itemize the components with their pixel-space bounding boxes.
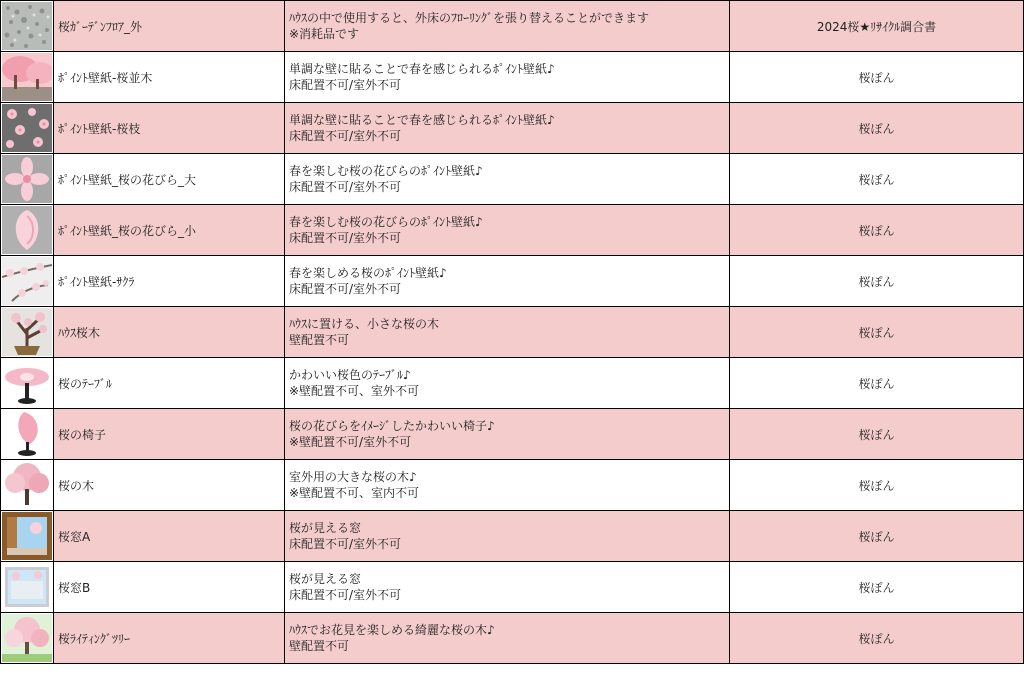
- description-line: 桜の花びらをｲﾒｰｼﾞしたかわいい椅子♪: [289, 419, 495, 433]
- item-source: 2024桜★ﾘｻｲｸﾙ調合書: [730, 1, 1024, 51]
- description-note: ※壁配置不可、室外不可: [289, 384, 420, 398]
- item-source: 桜ぽん: [730, 154, 1024, 204]
- description-note: 床配置不可/室外不可: [289, 129, 402, 143]
- table-row: [0, 256, 1024, 307]
- description-note: 壁配置不可: [289, 333, 350, 347]
- item-name: 桜の椅子: [54, 409, 285, 459]
- item-thumbnail: [0, 205, 54, 255]
- item-name: ﾎﾟｲﾝﾄ壁紙-桜並木: [54, 52, 285, 102]
- item-description: [285, 511, 730, 561]
- table-row: [0, 154, 1024, 205]
- description-line: ﾊｳｽに置ける、小さな桜の木: [289, 317, 440, 331]
- item-name: ﾎﾟｲﾝﾄ壁紙-ｻｸﾗ: [54, 256, 285, 306]
- description-line: 桜が見える窓: [289, 521, 362, 535]
- item-name: ﾎﾟｲﾝﾄ壁紙_桜の花びら_小: [54, 205, 285, 255]
- description-line: 春を楽しめる桜のﾎﾟｲﾝﾄ壁紙♪: [289, 266, 447, 280]
- item-thumbnail: [0, 409, 54, 459]
- table-row: [0, 409, 1024, 460]
- item-name: ﾊｳｽ桜木: [54, 307, 285, 357]
- description-line: 室外用の大きな桜の木♪: [289, 470, 417, 484]
- description-note: 床配置不可/室外不可: [289, 78, 402, 92]
- description-line: 春を楽しむ桜の花びらのﾎﾟｲﾝﾄ壁紙♪: [289, 164, 483, 178]
- table-row: [0, 307, 1024, 358]
- item-description: [285, 358, 730, 408]
- item-source: 桜ぽん: [730, 409, 1024, 459]
- item-description: [285, 103, 730, 153]
- item-source: 桜ぽん: [730, 52, 1024, 102]
- item-description: [285, 256, 730, 306]
- cherry-avenue-wallpaper-icon: [2, 53, 52, 101]
- small-petal-wallpaper-icon: [2, 206, 52, 254]
- item-description: [285, 154, 730, 204]
- item-description: [285, 562, 730, 612]
- item-name: 桜ﾗｲﾃｨﾝｸﾞﾂﾘｰ: [54, 613, 285, 663]
- item-name: 桜窓A: [54, 511, 285, 561]
- item-name: ﾎﾟｲﾝﾄ壁紙-桜枝: [54, 103, 285, 153]
- item-source: 桜ぽん: [730, 307, 1024, 357]
- cherry-window-a-icon: [2, 512, 52, 560]
- item-thumbnail: [0, 103, 54, 153]
- item-description: [285, 307, 730, 357]
- description-line: 春を楽しむ桜の花びらのﾎﾟｲﾝﾄ壁紙♪: [289, 215, 483, 229]
- item-thumbnail: [0, 154, 54, 204]
- gravel-floor-icon: [2, 2, 52, 50]
- item-source: 桜ぽん: [730, 613, 1024, 663]
- item-thumbnail: [0, 307, 54, 357]
- item-source: 桜ぽん: [730, 358, 1024, 408]
- item-source: 桜ぽん: [730, 205, 1024, 255]
- item-thumbnail: [0, 1, 54, 51]
- item-source: 桜ぽん: [730, 511, 1024, 561]
- cherry-branch-wallpaper-icon: [2, 104, 52, 152]
- table-row: [0, 205, 1024, 256]
- item-description: [285, 613, 730, 663]
- description-note: 床配置不可/室外不可: [289, 231, 402, 245]
- item-source: 桜ぽん: [730, 256, 1024, 306]
- description-note: 床配置不可/室外不可: [289, 537, 402, 551]
- item-thumbnail: [0, 613, 54, 663]
- description-note: ※壁配置不可、室内不可: [289, 486, 420, 500]
- item-source: 桜ぽん: [730, 562, 1024, 612]
- cherry-window-b-icon: [2, 563, 52, 611]
- description-note: ※壁配置不可/室外不可: [289, 435, 412, 449]
- cherry-table-icon: [2, 359, 52, 407]
- item-name: 桜ｶﾞｰﾃﾞﾝﾌﾛｱ_外: [54, 1, 285, 51]
- item-name: 桜の木: [54, 460, 285, 510]
- item-source: 桜ぽん: [730, 460, 1024, 510]
- table-row: [0, 562, 1024, 613]
- description-note: 床配置不可/室外不可: [289, 282, 402, 296]
- cherry-tree-icon: [2, 461, 52, 509]
- description-line: 単調な壁に貼ることで春を感じられるﾎﾟｲﾝﾄ壁紙♪: [289, 62, 555, 76]
- description-line: かわいい桜色のﾃｰﾌﾞﾙ♪: [289, 368, 411, 382]
- item-source: 桜ぽん: [730, 103, 1024, 153]
- description-line: 単調な壁に貼ることで春を感じられるﾎﾟｲﾝﾄ壁紙♪: [289, 113, 555, 127]
- table-row: [0, 460, 1024, 511]
- item-thumbnail: [0, 358, 54, 408]
- item-thumbnail: [0, 256, 54, 306]
- item-description: [285, 409, 730, 459]
- item-description: [285, 460, 730, 510]
- item-thumbnail: [0, 562, 54, 612]
- description-note: 壁配置不可: [289, 639, 350, 653]
- table-row: [0, 358, 1024, 409]
- table-row: [0, 613, 1024, 664]
- description-line: 桜が見える窓: [289, 572, 362, 586]
- potted-cherry-tree-icon: [2, 308, 52, 356]
- item-thumbnail: [0, 460, 54, 510]
- item-name: 桜窓B: [54, 562, 285, 612]
- table-row: [0, 511, 1024, 562]
- table-row: [0, 103, 1024, 154]
- item-description: [285, 205, 730, 255]
- item-thumbnail: [0, 52, 54, 102]
- description-line: ﾊｳｽの中で使用すると、外床のﾌﾛｰﾘﾝｸﾞを張り替えることができます: [289, 11, 650, 25]
- table-row: [0, 1, 1024, 52]
- sakura-wallpaper-icon: [2, 257, 52, 305]
- item-name: 桜のﾃｰﾌﾞﾙ: [54, 358, 285, 408]
- description-note: 床配置不可/室外不可: [289, 588, 402, 602]
- description-line: ﾊｳｽでお花見を楽しめる綺麗な桜の木♪: [289, 623, 495, 637]
- description-note: ※消耗品です: [289, 27, 360, 41]
- table-row: [0, 52, 1024, 103]
- item-thumbnail: [0, 511, 54, 561]
- cherry-chair-icon: [2, 410, 52, 458]
- item-name: ﾎﾟｲﾝﾄ壁紙_桜の花びら_大: [54, 154, 285, 204]
- item-description: [285, 52, 730, 102]
- lighting-cherry-tree-icon: [2, 614, 52, 662]
- item-description: [285, 1, 730, 51]
- description-note: 床配置不可/室外不可: [289, 180, 402, 194]
- large-petal-wallpaper-icon: [2, 155, 52, 203]
